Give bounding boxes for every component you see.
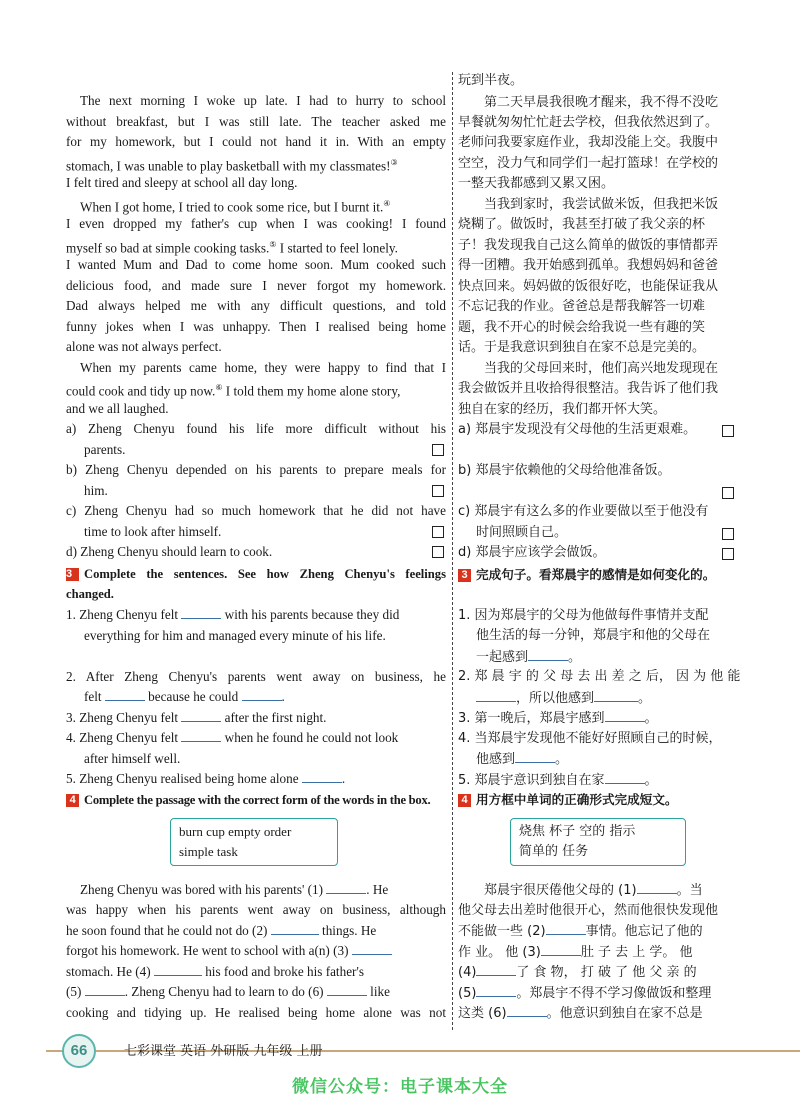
paragraph-line: 独自在家的经历，我们都开怀大笑。: [458, 402, 667, 417]
paragraph-line: 烧糊了。做饭时，我甚至打破了我父亲的杯: [458, 217, 706, 232]
passage-line: [458, 943, 692, 962]
word-box: [170, 818, 338, 866]
text-span: Complete the passage with the correct form of the words in the box.: [84, 793, 431, 807]
text-span: 了 食 物， 打 破 了 他 父 亲 的: [516, 965, 697, 980]
text-span: 用方框中单词的正确形式完成短文。: [476, 792, 678, 807]
text-span: 5. Zheng Chenyu realised being home alone: [66, 771, 299, 786]
text-span: 郑晨宇很厌倦他父母的 (1): [484, 883, 637, 898]
answer-blank[interactable]: [181, 709, 221, 722]
text-span: 。当: [676, 883, 703, 898]
answer-blank[interactable]: [605, 771, 645, 784]
text-span: 5. 郑晨宇意识到独自在家: [458, 773, 605, 788]
sentence-2-cont: [84, 688, 285, 706]
option-b: b) Zheng Chenyu depended on his parents to prepare meals for: [66, 462, 446, 477]
option-c-cont: 时间照顾自己。: [476, 525, 568, 540]
text-span: 完成句子。看郑晨宇的感情是如何变化的。: [476, 567, 716, 582]
text-span: 事情。他忘记了他的: [585, 924, 703, 939]
paragraph-line: [66, 154, 398, 175]
note-mark: ⑥: [215, 383, 223, 392]
sentence-1: [66, 606, 399, 624]
option-b-cont: him.: [84, 483, 108, 498]
sentence-4-cont: [476, 750, 568, 769]
sentence-4: 4. 当郑晨宇发现他不能好好照顾自己的时候，: [458, 731, 722, 746]
passage-line: [458, 963, 697, 982]
text-span: 。: [644, 711, 658, 726]
sentence-5: [458, 771, 658, 790]
text-span: Complete the sentences. See how Zheng Chenyu's feelings: [84, 567, 446, 581]
paragraph-line: 快点回来。妈妈做的饭很好吃，也能保证我从: [458, 279, 719, 294]
paragraph-line: 一整天我都感到又累又困。: [458, 176, 615, 191]
answer-blank[interactable]: [242, 688, 282, 701]
paragraph-line: and we all laughed.: [66, 401, 169, 416]
answer-blank[interactable]: [327, 983, 367, 996]
text-span: 。: [555, 752, 569, 767]
answer-blank[interactable]: [637, 881, 677, 894]
answer-blank[interactable]: [605, 709, 645, 722]
text-span: felt: [84, 689, 102, 704]
text-span: Zheng Chenyu was bored with his parents' (1): [80, 882, 323, 897]
text-span: myself so bad at simple cooking tasks.: [66, 240, 270, 256]
paragraph-line: When my parents came home, they were happy to find that I: [80, 360, 446, 375]
note-mark: ③: [390, 158, 398, 167]
text-span: 一起感到: [476, 650, 529, 665]
text-span: ，所以他感到: [516, 691, 595, 706]
paragraph-line: 得一团糟。我开始感到孤单。我想妈妈和爸爸: [458, 258, 719, 273]
checkbox[interactable]: [432, 444, 444, 456]
answer-blank[interactable]: [154, 963, 202, 976]
text-span: . Zheng Chenyu had to learn to do (6): [124, 984, 324, 999]
paragraph-line: alone was not always perfect.: [66, 339, 222, 354]
text-span: after the first night.: [224, 710, 327, 725]
text-span: 。郑晨宇不得不学习像做饭和整理: [516, 986, 712, 1001]
section-3-title: [458, 566, 715, 584]
paragraph-line: 话。于是我意识到独自在家不总是完美的。: [458, 340, 706, 355]
word-box-line: 简单的 任务: [519, 844, 589, 859]
paragraph-line: [66, 379, 400, 400]
paragraph-line: 子！我发现我自己这么简单的做饭的事情都弄: [458, 238, 719, 253]
paragraph-line: 当我的父母回来时，他们高兴地发现现在: [484, 361, 719, 376]
answer-blank[interactable]: [85, 983, 125, 996]
paragraph-line: 早餐就匆匆忙忙赶去学校，但我依然迟到了。: [458, 115, 719, 130]
paragraph-line: 当我到家时，我尝试做米饭，但我把米饭: [484, 197, 719, 212]
answer-blank[interactable]: [507, 1004, 547, 1017]
section-4-title: [66, 791, 430, 809]
word-box-line: burn cup empty order: [179, 824, 292, 839]
answer-blank[interactable]: [476, 689, 516, 702]
paragraph-line: 题，我不开心的时候会给我说一些有趣的笑: [458, 320, 706, 335]
book-title: 七彩课堂 英语 外研版 九年级 上册: [124, 1044, 323, 1059]
paragraph-line: I felt tired and sleepy at school all day long.: [66, 175, 298, 190]
text-span: 这类 (6): [458, 1006, 507, 1021]
sentence-3: [458, 709, 658, 728]
text-span: things. He: [322, 923, 377, 938]
answer-blank[interactable]: [271, 922, 319, 935]
section-badge: 3: [66, 568, 79, 581]
paragraph-line: [80, 195, 390, 216]
sentence-4-cont: after himself well.: [84, 751, 181, 766]
passage-line: [80, 881, 388, 899]
page-number: 66: [62, 1034, 96, 1068]
answer-blank[interactable]: [181, 606, 221, 619]
text-span: . He: [366, 882, 389, 897]
text-span: 作 业。 他 (3): [458, 945, 541, 960]
sentence-5: [66, 770, 345, 788]
word-box-line: 烧焦 杯子 空的 指示: [519, 824, 636, 839]
passage-line: [458, 922, 703, 941]
text-span: forgot his homework. He went to school with a(n) (3): [66, 943, 349, 958]
checkbox[interactable]: [722, 425, 734, 437]
sentence-1-cont: 他生活的每一分钟，郑晨宇和他的父母在: [476, 628, 711, 643]
text-span: 。: [638, 691, 652, 706]
text-span: (4): [458, 965, 477, 980]
text-span: When I got home, I tried to cook some rice, but I burnt it.: [80, 199, 384, 215]
column-divider: [452, 72, 453, 1030]
sentence-3: [66, 709, 326, 727]
text-span: 不能做一些 (2): [458, 924, 546, 939]
sentence-2: 2. 郑 晨 宇 的 父 母 去 出 差 之 后， 因 为 他 能: [458, 669, 741, 684]
paragraph-line: 我会做饭并且收拾得很整洁。我告诉了他们我: [458, 381, 719, 396]
option-c: c) 郑晨宇有这么多的作业要做以至于他没有: [458, 504, 709, 519]
checkbox[interactable]: [432, 546, 444, 558]
text-span: he soon found that he could not do (2): [66, 923, 268, 938]
section-3-title: [66, 565, 446, 583]
paragraph-line: 空空，没力气和同学们一起打篮球！在学校的: [458, 156, 719, 171]
option-a-cont: parents.: [84, 442, 126, 457]
passage-line: [66, 983, 390, 1001]
section-4-title: [458, 791, 678, 809]
sentence-1: 1. 因为郑晨宇的父母为他做每件事情并支配: [458, 608, 709, 623]
text-span: 。: [644, 773, 658, 788]
answer-blank[interactable]: [181, 729, 221, 742]
text-span: (5): [66, 984, 82, 999]
note-mark: ⑤: [269, 240, 277, 249]
answer-blank[interactable]: [541, 943, 581, 956]
paragraph-line: I even dropped my father's cup when I was cooking! I found: [66, 216, 446, 231]
paragraph-line: funny jokes when I was unhappy. Then I realised being home: [66, 319, 446, 334]
paragraph-line: 第二天早晨我很晚才醒来，我不得不没吃: [484, 95, 719, 110]
answer-blank[interactable]: [528, 648, 568, 661]
paragraph-line: Dad always helped me with any difficult questions, and told: [66, 298, 446, 313]
paragraph-line: for my homework, but I could not hand it in. With an empty: [66, 134, 446, 149]
text-span: 。: [568, 650, 582, 665]
paragraph-line: I wanted Mum and Dad to come home soon. Mum cooked such: [66, 257, 446, 272]
sentence-1-cont: everything for him and managed every minute of his life.: [84, 628, 386, 643]
checkbox[interactable]: [722, 487, 734, 499]
passage-line: [458, 1004, 703, 1023]
text-span: 4. Zheng Chenyu felt: [66, 730, 179, 745]
passage-line: [66, 922, 376, 940]
answer-blank[interactable]: [515, 750, 555, 763]
text-span: 。他意识到独自在家不总是: [546, 1006, 703, 1021]
text-span: because he could: [148, 689, 239, 704]
text-span: 3. 第一晚后，郑晨宇感到: [458, 711, 605, 726]
section-badge: 4: [458, 794, 471, 807]
answer-blank[interactable]: [546, 922, 586, 935]
text-span: I started to feel lonely.: [276, 240, 398, 256]
text-span: with his parents because they did: [224, 607, 400, 622]
answer-blank[interactable]: [476, 963, 516, 976]
text-span: 他感到: [476, 752, 516, 767]
answer-blank[interactable]: [594, 689, 638, 702]
sentence-2-cont: [476, 689, 651, 708]
passage-line: [458, 984, 711, 1003]
paragraph-line: The next morning I woke up late. I had to hurry to school: [80, 93, 446, 108]
option-c: c) Zheng Chenyu had so much homework that he did not have: [66, 503, 446, 518]
option-c-cont: time to look after himself.: [84, 524, 222, 539]
checkbox[interactable]: [432, 526, 444, 538]
text-span: .: [281, 689, 285, 704]
checkbox[interactable]: [722, 528, 734, 540]
sentence-1-cont: [476, 648, 581, 667]
text-span: 1. Zheng Chenyu felt: [66, 607, 179, 622]
option-d: d) Zheng Chenyu should learn to cook.: [66, 544, 273, 559]
section-badge: 4: [66, 794, 79, 807]
passage-line: 他父母去出差时他很开心，然而他很快发现他: [458, 903, 719, 918]
paragraph-line: [66, 236, 398, 257]
checkbox[interactable]: [432, 485, 444, 497]
text-span: when he found he could not look: [224, 730, 399, 745]
text-span: I told them my home alone story,: [222, 383, 401, 399]
paragraph-line: 老师问我要家庭作业，我却没能上交。我腹中: [458, 135, 719, 150]
answer-blank[interactable]: [352, 942, 392, 955]
text-span: stomach. He (4): [66, 964, 151, 979]
paragraph-line: delicious food, and made sure I never forgot my homework.: [66, 278, 446, 293]
wechat-watermark: 微信公众号：电子课本大全: [292, 1077, 508, 1097]
passage-line: [66, 942, 392, 960]
text-span: stomach, I was unable to play basketball with my classmates!: [66, 158, 391, 174]
text-span: 肚 子 去 上 学。 他: [580, 945, 693, 960]
text-span: like: [370, 984, 390, 999]
sentence-2: 2. After Zheng Chenyu's parents went away on business, he: [66, 669, 446, 684]
section-3-title-cont: changed.: [66, 587, 114, 601]
paragraph-line: 玩到半夜。: [458, 73, 524, 88]
section-badge: 3: [458, 569, 471, 582]
passage-line: [484, 881, 703, 900]
text-span: (5): [458, 986, 477, 1001]
note-mark: ④: [383, 199, 391, 208]
text-span: .: [341, 771, 346, 786]
sentence-4: [66, 729, 398, 747]
word-box: [510, 818, 686, 866]
option-b: b) 郑晨宇依赖他的父母给他准备饭。: [458, 463, 671, 478]
text-span: 3. Zheng Chenyu felt: [66, 710, 179, 725]
option-a: a) Zheng Chenyu found his life more difficult without his: [66, 421, 446, 436]
answer-blank[interactable]: [105, 688, 145, 701]
passage-line: cooking and tidying up. He realised being home alone was not: [66, 1005, 446, 1020]
passage-line: [66, 963, 364, 981]
paragraph-line: 不忘记我的作业。爸爸总是帮我解答一切难: [458, 299, 706, 314]
option-a: a) 郑晨宇发现没有父母他的生活更艰难。: [458, 422, 697, 437]
answer-blank[interactable]: [326, 881, 366, 894]
option-d: d) 郑晨宇应该学会做饭。: [458, 545, 606, 560]
word-box-line: simple task: [179, 844, 238, 859]
paragraph-line: without breakfast, but I was still late. The teacher asked me: [66, 114, 446, 129]
text-span: his food and broke his father's: [205, 964, 364, 979]
answer-blank[interactable]: [476, 984, 516, 997]
checkbox[interactable]: [722, 548, 734, 560]
passage-line: was happy when his parents went away on business, although: [66, 902, 446, 917]
text-span: could cook and tidy up now.: [66, 383, 216, 399]
answer-blank[interactable]: [302, 770, 342, 783]
